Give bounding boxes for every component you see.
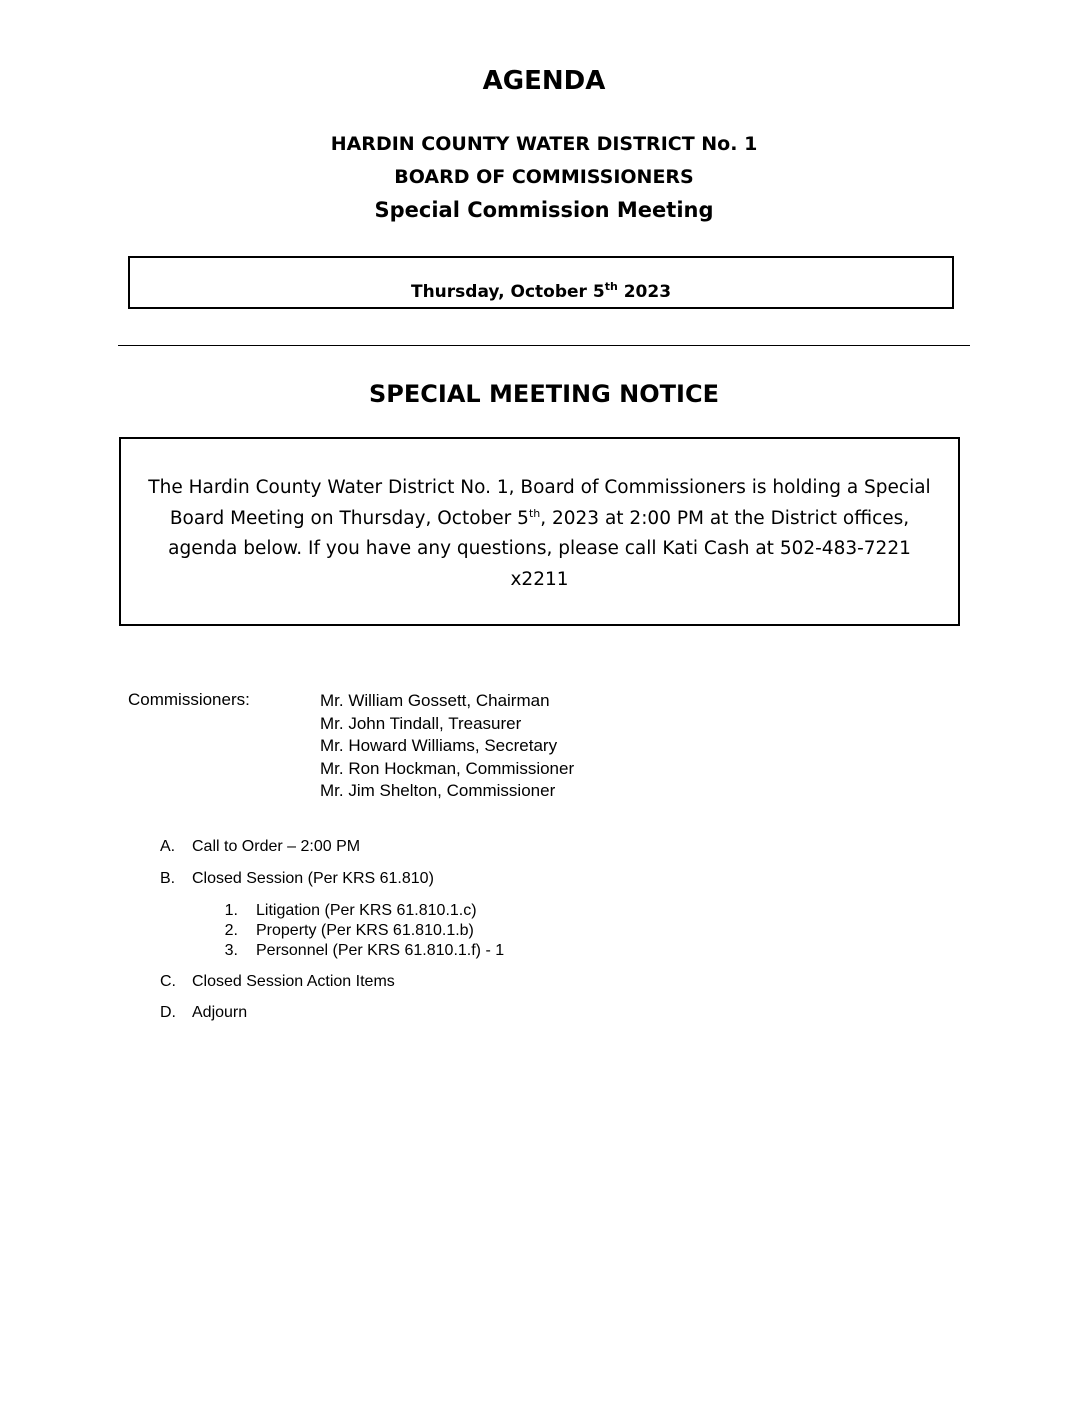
meeting-date <box>130 282 952 302</box>
agenda-sub-item-text: Litigation (Per KRS 61.810.1.c) <box>256 902 477 919</box>
meeting-date-year: 2023 <box>617 282 672 302</box>
notice-text <box>137 473 942 595</box>
notice-text-sup: th <box>528 506 541 520</box>
board-name: BOARD OF COMMISSIONERS <box>394 166 694 188</box>
meeting-date-box <box>128 256 954 309</box>
notice-text-part-2: , 2023 at 2:00 PM at the District offices, agenda below. If you have any questions, please call Kati Cash at 502-483-7221 x2211 <box>168 507 911 590</box>
agenda-item-letter: C. <box>160 973 176 990</box>
notice-box <box>119 437 960 626</box>
agenda-sub-item-number: 1. <box>224 902 238 919</box>
organization-name: HARDIN COUNTY WATER DISTRICT No. 1 <box>330 133 758 155</box>
section-divider <box>118 345 970 346</box>
agenda-title: AGENDA <box>482 66 606 96</box>
commissioners-label: Commissioners: <box>128 690 250 709</box>
agenda-item-text: Adjourn <box>192 1004 248 1021</box>
commissioner-item: Mr. John Tindall, Treasurer <box>320 713 522 733</box>
commissioner-item: Mr. Ron Hockman, Commissioner <box>320 758 575 778</box>
agenda-item-text: Closed Session (Per KRS 61.810) <box>192 870 434 887</box>
meeting-type: Special Commission Meeting <box>374 198 714 222</box>
commissioner-item: Mr. Howard Williams, Secretary <box>320 736 558 755</box>
agenda-sub-item-number: 2. <box>224 922 238 939</box>
agenda-item-letter: B. <box>160 870 176 887</box>
meeting-date-prefix: Thursday, October 5 <box>410 282 605 302</box>
commissioners-list <box>320 690 574 803</box>
agenda-sub-item-text: Property (Per KRS 61.810.1.b) <box>256 922 474 939</box>
notice-title: SPECIAL MEETING NOTICE <box>369 380 719 408</box>
meeting-date-suffix: th <box>604 280 618 293</box>
commissioner-item: Mr. Jim Shelton, Commissioner <box>320 781 556 800</box>
agenda-sub-item-text: Personnel (Per KRS 61.810.1.f) - 1 <box>256 942 505 959</box>
agenda-item-letter: D. <box>160 1004 176 1021</box>
agenda-item-text: Closed Session Action Items <box>192 973 395 990</box>
commissioner-item: Mr. William Gossett, Chairman <box>320 691 550 710</box>
agenda-item-text: Call to Order – 2:00 PM <box>192 838 361 855</box>
notice-text-part-1: The Hardin County Water District No. 1, Board of Commissioners is holding a Special Board Meeting on Thursday, October 5 <box>148 477 931 529</box>
agenda-sub-item-number: 3. <box>224 942 238 959</box>
agenda-item-letter: A. <box>160 838 176 855</box>
